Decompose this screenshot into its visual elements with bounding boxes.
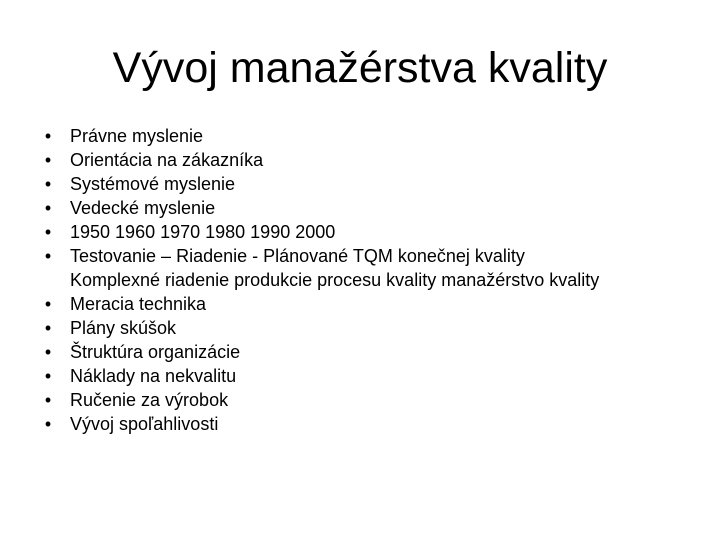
- bullet-item: [36, 124, 706, 148]
- bullet-text: Ručenie za výrobok: [70, 390, 229, 410]
- bullet-item: [36, 148, 706, 172]
- bullet-item: [36, 292, 706, 316]
- bullet-dot-icon: •: [44, 246, 52, 266]
- bullet-dot-icon: •: [44, 294, 52, 314]
- bullet-item: [36, 316, 706, 340]
- bullet-text: Komplexné riadenie produkcie procesu kvality manažérstvo kvality: [70, 270, 600, 290]
- bullet-text: Testovanie – Riadenie - Plánované TQM konečnej kvality: [70, 246, 525, 266]
- bullet-dot-icon: •: [44, 174, 52, 194]
- bullet-item: [36, 220, 706, 244]
- bullet-text: Štruktúra organizácie: [70, 342, 241, 362]
- bullet-dot-icon: •: [44, 366, 52, 386]
- bullet-text: 1950 1960 1970 1980 1990 2000: [70, 222, 336, 242]
- bullet-dot-icon: •: [44, 126, 52, 146]
- bullet-text: Meracia technika: [70, 294, 207, 314]
- bullet-item: [36, 412, 706, 436]
- bullet-item: [36, 388, 706, 412]
- bullet-item: [36, 196, 706, 220]
- bullet-item: [36, 244, 706, 292]
- bullet-item: [36, 340, 706, 364]
- bullet-dot-icon: •: [44, 390, 52, 410]
- bullet-text: Plány skúšok: [70, 318, 177, 338]
- bullet-dot-icon: •: [44, 318, 52, 338]
- bullet-dot-icon: •: [44, 150, 52, 170]
- bullet-item: [36, 364, 706, 388]
- bullet-text: Vývoj spoľahlivosti: [70, 414, 219, 434]
- bullet-text: Právne myslenie: [70, 126, 204, 146]
- bullet-dot-icon: •: [44, 414, 52, 434]
- bullet-list: [36, 124, 706, 436]
- bullet-text: Náklady na nekvalitu: [70, 366, 237, 386]
- bullet-dot-icon: •: [44, 342, 52, 362]
- bullet-dot-icon: •: [44, 198, 52, 218]
- bullet-text: Orientácia na zákazníka: [70, 150, 264, 170]
- bullet-text: Systémové myslenie: [70, 174, 236, 194]
- bullet-text: Vedecké myslenie: [70, 198, 216, 218]
- bullet-item: [36, 172, 706, 196]
- slide-title: Vývoj manažérstva kvality: [112, 44, 608, 92]
- bullet-dot-icon: •: [44, 222, 52, 242]
